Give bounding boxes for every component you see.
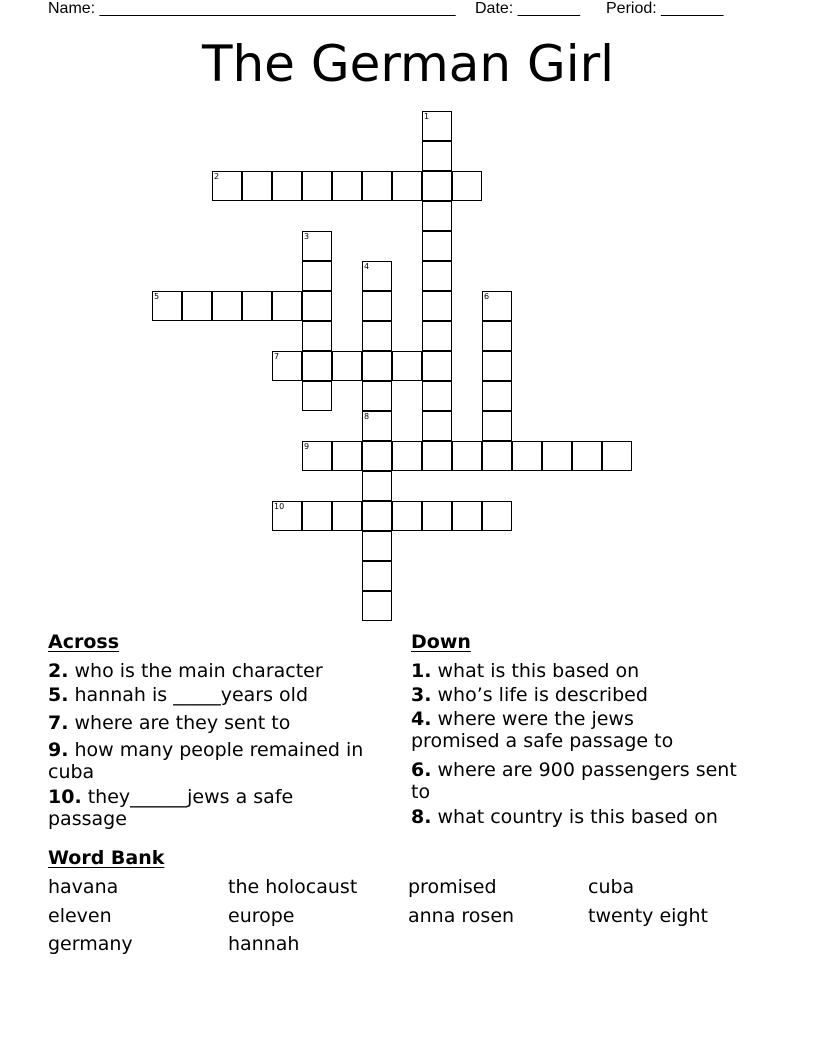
grid-cell[interactable] bbox=[422, 201, 452, 231]
clue-number: 8 bbox=[364, 412, 370, 421]
clue-number: 7 bbox=[274, 352, 280, 361]
grid-cell[interactable] bbox=[212, 291, 242, 321]
grid-cell[interactable] bbox=[482, 441, 512, 471]
grid-cell[interactable] bbox=[422, 441, 452, 471]
word-bank-item: twenty eight bbox=[588, 905, 708, 927]
grid-cell[interactable] bbox=[422, 261, 452, 291]
grid-cell[interactable] bbox=[272, 291, 302, 321]
down-heading: Down bbox=[411, 631, 471, 653]
clue-number: 10 bbox=[274, 502, 285, 511]
down-clue-6: 6. where are 900 passengers sent to bbox=[411, 759, 737, 803]
grid-cell[interactable] bbox=[182, 291, 212, 321]
word-bank-item: anna rosen bbox=[408, 905, 515, 927]
clue-number: 2 bbox=[214, 172, 220, 181]
grid-cell[interactable] bbox=[392, 441, 422, 471]
page-title: The German Girl bbox=[201, 35, 615, 93]
clue-number: 6 bbox=[484, 292, 490, 301]
down-clue-8: 8. what country is this based on bbox=[411, 806, 718, 828]
grid-cell[interactable] bbox=[362, 381, 392, 411]
word-bank-item: the holocaust bbox=[228, 876, 358, 898]
grid-cell[interactable] bbox=[422, 501, 452, 531]
down-clue-3: 3. who’s life is described bbox=[411, 684, 648, 706]
grid-cell[interactable] bbox=[302, 321, 332, 351]
name-field[interactable]: Name: ________________________________________ bbox=[48, 0, 456, 17]
word-bank-item: europe bbox=[228, 905, 295, 927]
clue-number: 1 bbox=[424, 112, 430, 121]
clue-number: 9 bbox=[304, 442, 310, 451]
grid-cell[interactable] bbox=[392, 501, 422, 531]
grid-cell[interactable] bbox=[362, 171, 392, 201]
grid-cell[interactable] bbox=[332, 441, 362, 471]
grid-cell[interactable] bbox=[422, 411, 452, 441]
across-clue-9: 9. how many people remained in cuba bbox=[48, 739, 364, 783]
grid-cell[interactable] bbox=[242, 171, 272, 201]
clue-number: 4 bbox=[364, 262, 370, 271]
grid-cell[interactable] bbox=[362, 591, 392, 621]
grid-cell[interactable] bbox=[602, 441, 632, 471]
period-field[interactable]: Period: _______ bbox=[606, 0, 724, 17]
grid-cell[interactable] bbox=[392, 171, 422, 201]
grid-cell[interactable] bbox=[272, 171, 302, 201]
clue-number: 5 bbox=[154, 292, 160, 301]
grid-cell[interactable] bbox=[362, 471, 392, 501]
grid-cell[interactable] bbox=[242, 291, 272, 321]
grid-cell[interactable] bbox=[362, 531, 392, 561]
grid-cell[interactable] bbox=[482, 351, 512, 381]
clue-number: 3 bbox=[304, 232, 310, 241]
grid-cell[interactable] bbox=[302, 381, 332, 411]
grid-cell[interactable] bbox=[422, 141, 452, 171]
grid-cell[interactable] bbox=[422, 291, 452, 321]
grid-cell[interactable] bbox=[512, 441, 542, 471]
grid-cell[interactable] bbox=[332, 171, 362, 201]
word-bank-item: promised bbox=[408, 876, 497, 898]
grid-cell[interactable] bbox=[362, 351, 392, 381]
grid-cell[interactable] bbox=[302, 291, 332, 321]
grid-cell[interactable] bbox=[332, 351, 362, 381]
grid-cell[interactable] bbox=[362, 501, 392, 531]
across-clue-5: 5. hannah is _____years old bbox=[48, 684, 309, 706]
grid-cell[interactable] bbox=[452, 501, 482, 531]
across-clue-10: 10. they______jews a safe passage bbox=[48, 786, 294, 830]
grid-cell[interactable] bbox=[422, 381, 452, 411]
grid-cell[interactable] bbox=[422, 231, 452, 261]
word-bank-item: germany bbox=[48, 933, 133, 955]
grid-cell[interactable] bbox=[302, 351, 332, 381]
grid-cell[interactable] bbox=[482, 501, 512, 531]
across-clue-2: 2. who is the main character bbox=[48, 660, 323, 682]
grid-cell[interactable] bbox=[362, 561, 392, 591]
word-bank-item: hannah bbox=[228, 933, 300, 955]
date-field[interactable]: Date: _______ bbox=[475, 0, 580, 17]
grid-cell[interactable] bbox=[422, 171, 452, 201]
word-bank-item: havana bbox=[48, 876, 119, 898]
word-bank-heading: Word Bank bbox=[48, 847, 165, 869]
grid-cell[interactable] bbox=[362, 291, 392, 321]
word-bank-item: cuba bbox=[588, 876, 635, 898]
across-clue-7: 7. where are they sent to bbox=[48, 712, 291, 734]
down-clue-4: 4. where were the jews promised a safe passage to bbox=[411, 708, 674, 752]
across-heading: Across bbox=[48, 631, 120, 653]
grid-cell[interactable] bbox=[482, 321, 512, 351]
grid-cell[interactable] bbox=[392, 351, 422, 381]
grid-cell[interactable] bbox=[302, 501, 332, 531]
grid-cell[interactable] bbox=[302, 171, 332, 201]
grid-cell[interactable] bbox=[362, 441, 392, 471]
grid-cell[interactable] bbox=[422, 351, 452, 381]
word-bank-item: eleven bbox=[48, 905, 112, 927]
grid-cell[interactable] bbox=[332, 501, 362, 531]
grid-cell[interactable] bbox=[302, 261, 332, 291]
grid-cell[interactable] bbox=[572, 441, 602, 471]
grid-cell[interactable] bbox=[452, 171, 482, 201]
grid-cell[interactable] bbox=[452, 441, 482, 471]
down-clue-1: 1. what is this based on bbox=[411, 660, 640, 682]
grid-cell[interactable] bbox=[362, 321, 392, 351]
grid-cell[interactable] bbox=[482, 381, 512, 411]
grid-cell[interactable] bbox=[482, 411, 512, 441]
grid-cell[interactable] bbox=[542, 441, 572, 471]
grid-cell[interactable] bbox=[422, 321, 452, 351]
